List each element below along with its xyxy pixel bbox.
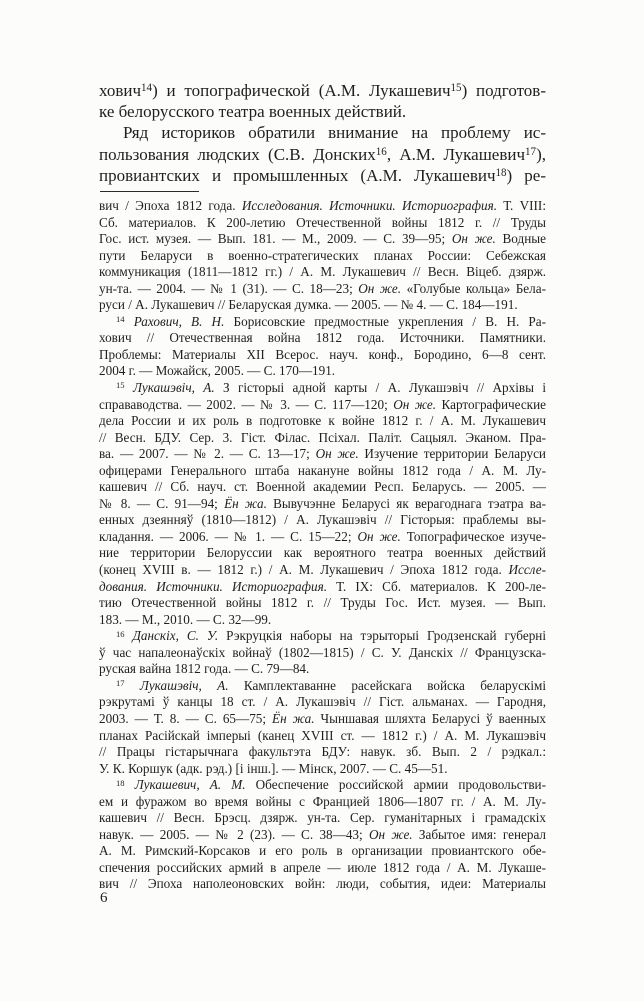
text-segment: хович xyxy=(99,81,142,100)
text-segment: справаводства. — 2002. — № 3. — С. 117—120; xyxy=(99,396,394,412)
footnote-marker: 16 xyxy=(375,145,387,158)
text-segment: ке белорусского театра военных действий. xyxy=(99,102,407,122)
text-segment: дела России и их роль в подготовке к войне 1812 г. / А. М. Лукашевич xyxy=(99,413,546,429)
text-line xyxy=(99,645,546,662)
text-line xyxy=(99,711,546,728)
italic-segment: Лукашевич, А. М. xyxy=(134,777,246,793)
text-line xyxy=(99,777,546,794)
text-line xyxy=(99,165,546,186)
paragraph xyxy=(99,628,546,678)
text-segment: офицерами Генерального штаба накануне войны 1812 года / А. М. Лу- xyxy=(99,462,546,478)
text-segment: ем и фуражом во время войны с Францией 1806—1807 гг. / А. М. Лу- xyxy=(99,793,546,809)
text-segment: Гос. ист. музея. — Вып. 181. — М., 2009. — С. 39—95; xyxy=(99,231,452,247)
text-segment: Проблемы: Материалы XII Всерос. науч. конф., Бородино, 6—8 сент. xyxy=(99,346,546,362)
text-line xyxy=(99,579,546,596)
text-segment: ун-та. — 2004. — № 1 (31). — С. 18—23; xyxy=(99,280,359,296)
paragraph xyxy=(99,80,546,122)
text-segment: пути Беларуси в военно-стратегических планах России: Себежская xyxy=(99,247,546,263)
text-line xyxy=(99,479,546,496)
text-segment: // Працы гістарычнага факультэта БДУ: навук. зб. Вып. 2 / рэдкал.: xyxy=(99,744,546,760)
text-segment: «Голубые кольца» Бела- xyxy=(401,280,546,296)
text-line xyxy=(99,264,546,281)
text-segment xyxy=(125,628,133,643)
text-line xyxy=(99,101,546,122)
italic-segment: Он же. xyxy=(357,528,401,544)
text-segment: ва. — 2007. — № 2. — С. 13—17; xyxy=(99,446,316,462)
paragraph xyxy=(99,380,546,628)
italic-segment: Ён жа. xyxy=(272,710,315,726)
text-line xyxy=(99,694,546,711)
text-line xyxy=(99,463,546,480)
text-segment: Рэкруцкія наборы на тэрыторыі Гродзенскай губерні xyxy=(218,628,546,644)
text-segment: провиантских и промышленных (А.М. Лукашевич xyxy=(99,165,496,185)
text-segment: руская вайна 1812 года. — С. 79—84. xyxy=(99,661,310,677)
text-segment: Ряд историков обратили внимание на проблему ис- xyxy=(123,123,546,143)
text-line xyxy=(99,612,546,629)
text-segment: ние территории Белоруссии как вероятного театра военных действий xyxy=(99,545,546,561)
footnote-marker: 14 xyxy=(141,82,153,95)
main-text-block xyxy=(99,80,546,186)
footnotes-block xyxy=(99,198,546,893)
text-line xyxy=(99,122,546,143)
text-line xyxy=(99,545,546,562)
italic-segment: дования. Источники. Историография. xyxy=(99,578,327,594)
italic-segment: Лукашэвіч, А. xyxy=(132,380,215,396)
text-line xyxy=(99,413,546,430)
footnote-marker: 15 xyxy=(116,380,125,391)
text-line xyxy=(99,248,546,265)
text-segment: ў час напалеонаўскіх войнаў (1802—1815) / С. У. Данскіх // Французска- xyxy=(99,644,546,660)
text-segment: кашевич // Сб. науч. ст. Военной академии Респ. Беларусь. — 2005. — xyxy=(99,479,546,495)
text-line xyxy=(99,496,546,513)
text-segment: ) и топографической (А.М. Лукашевич xyxy=(152,81,451,100)
text-line xyxy=(99,330,546,347)
text-segment: ), xyxy=(536,144,546,164)
text-segment: вич / Эпоха 1812 года. xyxy=(99,198,242,213)
text-segment: хович // Отечественная война 1812 года. Источники. Памятники. xyxy=(99,330,546,346)
text-segment: Вывучэнне Беларусі як верагоднага тэатра ва- xyxy=(266,495,546,511)
text-segment: руси / А. Лукашевич // Беларуская думка. — 2005. — № 4. — С. 184—191. xyxy=(99,297,518,313)
text-line xyxy=(99,215,546,232)
italic-segment: Он же. xyxy=(358,280,402,296)
text-segment: рэкрутамі ў канцы 18 ст. / А. Лукашэвіч // Гіст. альманах. — Гародня, xyxy=(99,694,546,710)
text-line xyxy=(99,281,546,298)
text-segment: Забытое имя: генерал xyxy=(412,826,546,842)
text-line xyxy=(99,876,546,893)
italic-segment: Он же. xyxy=(393,396,436,412)
text-line xyxy=(99,198,546,215)
text-segment: пользования людских (С.В. Донских xyxy=(99,144,376,164)
text-segment: тию Отечественной войны 1812 г. // Труды Гос. Ист. музея. — Вып. xyxy=(99,595,546,611)
footnote-marker: 15 xyxy=(450,82,462,95)
italic-segment: Лукашэвіч, А. xyxy=(139,677,229,693)
text-line xyxy=(99,628,546,645)
text-segment: Изучение территории Беларуси xyxy=(358,446,546,462)
text-segment: // Весн. БДУ. Сер. 3. Гіст. Філас. Псіхал. Паліт. Сацыял. Эканом. Пра- xyxy=(99,429,546,445)
text-line xyxy=(99,744,546,761)
text-segment: Борисовские предмостные укрепления / В. Н. Ра- xyxy=(224,313,546,329)
text-line xyxy=(99,430,546,447)
text-segment: Камплектаванне расейскага войска беларускімі xyxy=(228,677,546,693)
text-line xyxy=(99,314,546,331)
text-line xyxy=(99,144,546,165)
text-segment: Обеспечение российской армии продовольстви- xyxy=(245,777,546,793)
text-segment xyxy=(125,777,135,792)
text-segment: кашевич // Весн. Брэсц. дзярж. ун-та. Сер. гуманітарных і грамадскіх xyxy=(99,810,546,826)
footnote-marker: 17 xyxy=(116,678,125,689)
text-line xyxy=(99,397,546,414)
text-line xyxy=(99,761,546,778)
footnote-separator-rule xyxy=(100,191,199,192)
text-line xyxy=(99,231,546,248)
text-segment: Чыншавая шляхта Беларусі ў ваенных xyxy=(314,710,546,726)
text-line xyxy=(99,512,546,529)
footnote-marker: 16 xyxy=(116,628,125,639)
text-segment: Топографическое изуче- xyxy=(400,528,546,544)
text-segment: Водные xyxy=(495,231,546,247)
text-segment: 2004 г. — Можайск, 2005. — С. 170—191. xyxy=(99,363,336,379)
text-line xyxy=(99,728,546,745)
text-line xyxy=(99,347,546,364)
footnote-marker: 18 xyxy=(116,777,125,788)
text-segment: 183. — М., 2010. — С. 32—99. xyxy=(99,611,272,627)
text-line xyxy=(99,446,546,463)
text-segment: навук. — 2005. — № 2 (23). — С. 38—43; xyxy=(99,826,369,842)
text-segment: спечения российских армий в апреле — июле 1812 года / А. М. Лукаше- xyxy=(99,859,546,875)
italic-segment: Исследования. Источники. Историография. xyxy=(241,198,497,213)
text-line xyxy=(99,810,546,827)
text-line xyxy=(99,843,546,860)
text-line xyxy=(99,827,546,844)
paragraph xyxy=(99,678,546,777)
text-segment: А. М. Римский-Корсаков и его роль в организации провиантского обе- xyxy=(99,843,546,859)
text-segment: планах Расійскай імперыі (канец XVIII ст. — 1812 г.) / А. М. Лукашэвіч xyxy=(99,727,546,743)
text-line xyxy=(99,595,546,612)
italic-segment: Иссле- xyxy=(508,562,546,578)
text-segment: Т. VIII: xyxy=(497,198,546,213)
text-line xyxy=(99,794,546,811)
text-segment: Сб. материалов. К 200-летию Отечественной войны 1812 г. // Труды xyxy=(99,214,546,230)
footnote-marker: 17 xyxy=(525,145,537,158)
text-segment: коммуникация (1811—1812 гг.) / А. М. Лукашевич // Весн. Віцеб. дзярж. xyxy=(99,264,546,280)
italic-segment: Рахович, В. Н. xyxy=(133,313,225,329)
text-segment xyxy=(125,678,140,693)
text-line xyxy=(99,297,546,314)
text-line xyxy=(99,380,546,397)
footnote-marker: 18 xyxy=(495,167,507,180)
text-line xyxy=(99,860,546,877)
footnote-marker: 14 xyxy=(116,314,125,325)
text-segment: вич // Эпоха наполеоновских войн: люди, события, идеи: Материалы xyxy=(99,876,546,892)
text-line xyxy=(99,562,546,579)
text-segment: (конец XVIII в. — 1812 г.) / А. М. Лукашевич / Эпоха 1812 года. xyxy=(99,562,509,578)
paragraph xyxy=(99,314,546,380)
text-segment: енных дзеянняў (1810—1812) / А. Лукашэвіч // Гісторыя: праблемы вы- xyxy=(99,512,546,528)
text-segment: ) подготов- xyxy=(461,81,546,100)
page-number: 6 xyxy=(100,890,108,906)
paragraph xyxy=(99,122,546,186)
text-line xyxy=(99,80,546,101)
text-segment xyxy=(125,380,133,395)
italic-segment: Ён жа. xyxy=(224,495,267,511)
text-segment: кладання. — 2006. — № 1. — С. 15—22; xyxy=(99,528,358,544)
text-segment: Картографические xyxy=(436,396,546,412)
italic-segment: Он же. xyxy=(368,826,413,842)
text-segment: З гісторыі адной карты / А. Лукашэвіч // Архівы і xyxy=(214,380,546,396)
paragraph xyxy=(99,198,546,314)
text-line xyxy=(99,363,546,380)
text-segment xyxy=(125,314,134,329)
italic-segment: Он же. xyxy=(315,446,359,462)
text-segment: 2003. — Т. 8. — С. 65—75; xyxy=(99,710,273,726)
italic-segment: Он же. xyxy=(451,231,496,247)
paragraph xyxy=(99,777,546,893)
text-line xyxy=(99,661,546,678)
text-segment: № 8. — С. 91—94; xyxy=(99,495,225,511)
text-segment: ) ре- xyxy=(506,165,546,185)
text-segment: , А.М. Лукашевич xyxy=(386,144,526,164)
text-line xyxy=(99,529,546,546)
text-segment: У. К. Коршук (адк. рэд.) [і інш.]. — Мінск, 2007. — С. 45—51. xyxy=(99,760,448,776)
text-line xyxy=(99,678,546,695)
text-segment: Т. IX: Сб. материалов. К 200-ле- xyxy=(327,578,546,594)
italic-segment: Данскіх, С. У. xyxy=(132,628,219,644)
